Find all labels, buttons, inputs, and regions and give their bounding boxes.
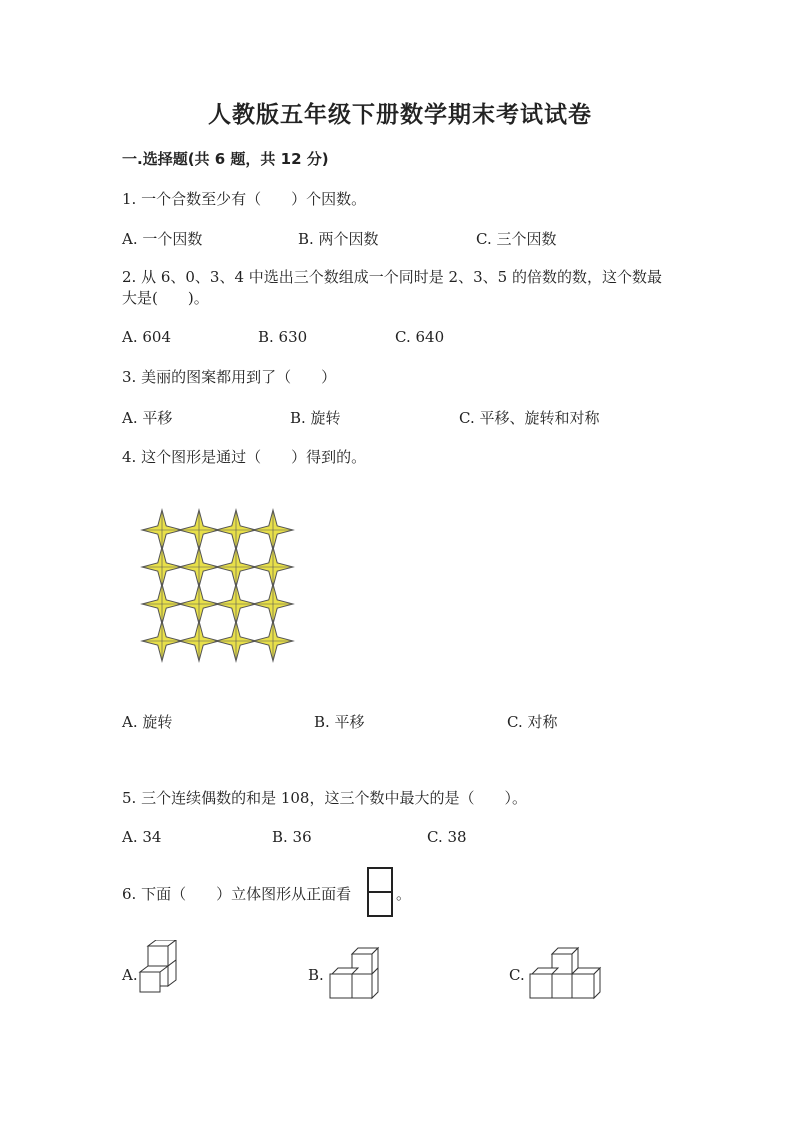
star-tile [253, 547, 293, 587]
star-tile [179, 510, 219, 550]
q6-option-c[interactable]: C. [509, 966, 525, 984]
star-tile [216, 547, 256, 587]
star-tile [142, 547, 182, 587]
star-tile [216, 584, 256, 624]
q4-option-b[interactable]: B. 平移 [314, 713, 365, 731]
q5-option-b[interactable]: B. 36 [272, 828, 312, 846]
cube-stack-b-figure [326, 946, 382, 1002]
star-tile [142, 621, 182, 661]
question-6-end: 。 [396, 885, 412, 903]
q4-option-c[interactable]: C. 对称 [507, 713, 558, 731]
page-title: 人教版五年级下册数学期末考试试卷 [208, 101, 592, 128]
q1-option-b[interactable]: B. 两个因数 [298, 230, 379, 248]
star-tile [253, 510, 293, 550]
star-tile [179, 621, 219, 661]
q2-option-c[interactable]: C. 640 [395, 328, 445, 346]
q3-option-a[interactable]: A. 平移 [122, 409, 173, 427]
cube-stack-a-figure [136, 940, 180, 1002]
front-view-icon [366, 866, 394, 920]
question-1: 1. 一个合数至少有（ ）个因数。 [122, 190, 367, 208]
q3-option-c[interactable]: C. 平移、旋转和对称 [459, 409, 600, 427]
q6-option-a[interactable]: A. [122, 966, 138, 984]
section-heading: 一.选择题(共 6 题，共 12 分) [122, 150, 329, 168]
star-tiling-figure [140, 508, 300, 668]
star-tile [142, 584, 182, 624]
q2-option-a[interactable]: A. 604 [122, 328, 171, 346]
star-tile [179, 547, 219, 587]
cube-stack-c-figure [526, 946, 606, 1002]
question-2-line-2: 大是( )。 [122, 289, 209, 307]
star-tile [253, 621, 293, 661]
q3-option-b[interactable]: B. 旋转 [290, 409, 341, 427]
star-tile [179, 584, 219, 624]
q2-option-b[interactable]: B. 630 [258, 328, 308, 346]
q5-option-c[interactable]: C. 38 [427, 828, 467, 846]
star-tile [216, 510, 256, 550]
q4-option-a[interactable]: A. 旋转 [122, 713, 173, 731]
star-tile [216, 621, 256, 661]
question-2-line-1: 2. 从 6、0、3、4 中选出三个数组成一个同时是 2、3、5 的倍数的数，这个数最 [122, 268, 662, 286]
q1-option-c[interactable]: C. 三个因数 [476, 230, 557, 248]
star-tile [253, 584, 293, 624]
question-6-text: 6. 下面（ ）立体图形从正面看 [122, 885, 352, 903]
q1-option-a[interactable]: A. 一个因数 [122, 230, 203, 248]
q5-option-a[interactable]: A. 34 [122, 828, 162, 846]
question-4: 4. 这个图形是通过（ ）得到的。 [122, 448, 367, 466]
q6-option-b[interactable]: B. [308, 966, 324, 984]
star-tile [142, 510, 182, 550]
question-3: 3. 美丽的图案都用到了（ ） [122, 368, 337, 386]
question-5: 5. 三个连续偶数的和是 108，这三个数中最大的是（ ）。 [122, 789, 527, 807]
